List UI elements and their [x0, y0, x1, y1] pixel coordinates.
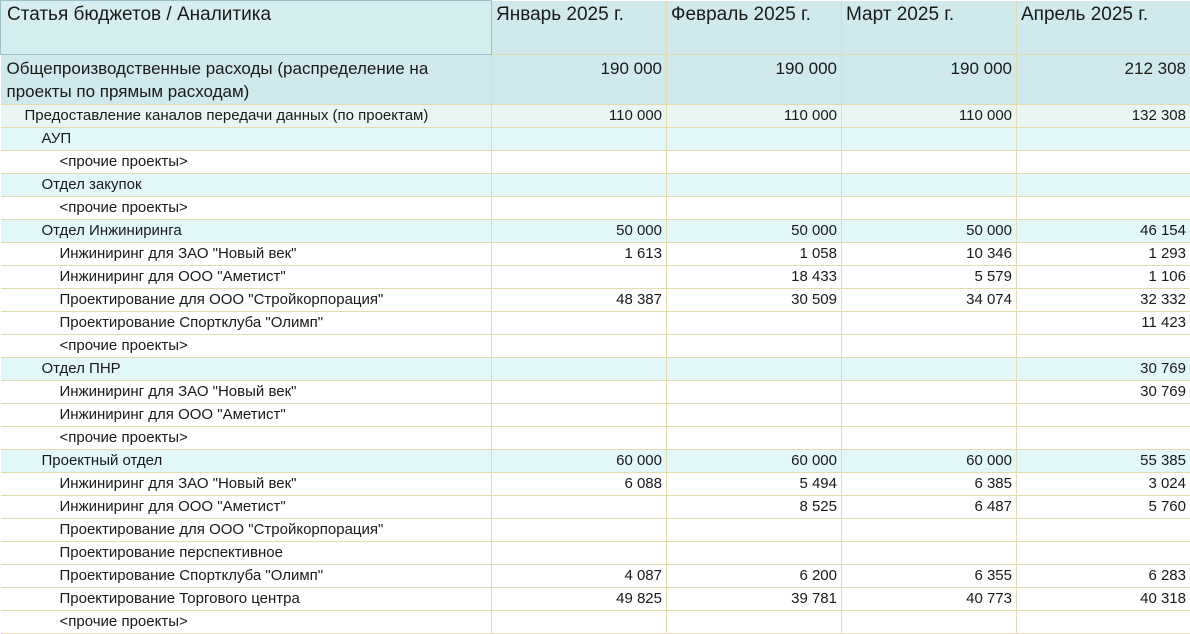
value-cell[interactable]: 6 355	[842, 565, 1017, 588]
value-cell[interactable]: 50 000	[842, 220, 1017, 243]
value-cell[interactable]	[667, 151, 842, 174]
value-cell[interactable]: 6 088	[492, 473, 667, 496]
value-cell[interactable]	[1017, 519, 1190, 542]
value-cell[interactable]	[667, 611, 842, 634]
value-cell[interactable]: 49 825	[492, 588, 667, 611]
table-row[interactable]	[1, 335, 1190, 358]
table-row[interactable]	[1, 174, 1190, 197]
table-row[interactable]	[1, 611, 1190, 634]
value-cell[interactable]: 190 000	[667, 55, 842, 105]
row-name-cell[interactable]: Предоставление каналов передачи данных (по проектам)	[1, 105, 492, 128]
value-cell[interactable]	[1017, 404, 1190, 427]
row-name-cell[interactable]: Инжиниринг для ООО "Аметист"	[1, 266, 492, 289]
value-cell[interactable]	[492, 542, 667, 565]
value-cell[interactable]: 60 000	[492, 450, 667, 473]
table-row[interactable]	[1, 565, 1190, 588]
row-name-cell[interactable]: Отдел ПНР	[1, 358, 492, 381]
value-cell[interactable]: 18 433	[667, 266, 842, 289]
value-cell[interactable]: 30 769	[1017, 381, 1190, 404]
value-cell[interactable]	[842, 519, 1017, 542]
value-cell[interactable]: 50 000	[667, 220, 842, 243]
row-name-cell[interactable]: <прочие проекты>	[1, 197, 492, 220]
table-row[interactable]	[1, 243, 1190, 266]
value-cell[interactable]	[667, 542, 842, 565]
table-row[interactable]	[1, 404, 1190, 427]
value-cell[interactable]	[1017, 611, 1190, 634]
value-cell[interactable]: 50 000	[492, 220, 667, 243]
value-cell[interactable]	[842, 358, 1017, 381]
table-row[interactable]	[1, 542, 1190, 565]
value-cell[interactable]	[492, 128, 667, 151]
row-name-cell[interactable]: <прочие проекты>	[1, 335, 492, 358]
value-cell[interactable]	[1017, 427, 1190, 450]
value-cell[interactable]	[667, 174, 842, 197]
table-row[interactable]	[1, 358, 1190, 381]
value-cell[interactable]	[1017, 151, 1190, 174]
value-cell[interactable]	[667, 381, 842, 404]
value-cell[interactable]: 1 613	[492, 243, 667, 266]
table-row[interactable]	[1, 55, 1190, 105]
row-name-cell[interactable]: Отдел закупок	[1, 174, 492, 197]
value-cell[interactable]: 110 000	[842, 105, 1017, 128]
value-cell[interactable]	[667, 335, 842, 358]
value-cell[interactable]	[492, 266, 667, 289]
value-cell[interactable]: 40 318	[1017, 588, 1190, 611]
value-cell[interactable]: 40 773	[842, 588, 1017, 611]
value-cell[interactable]	[492, 427, 667, 450]
value-cell[interactable]	[667, 358, 842, 381]
table-row[interactable]	[1, 220, 1190, 243]
value-cell[interactable]	[1017, 174, 1190, 197]
value-cell[interactable]	[1017, 335, 1190, 358]
value-cell[interactable]	[667, 404, 842, 427]
value-cell[interactable]	[492, 335, 667, 358]
value-cell[interactable]: 132 308	[1017, 105, 1190, 128]
value-cell[interactable]	[1017, 542, 1190, 565]
value-cell[interactable]: 46 154	[1017, 220, 1190, 243]
row-name-cell[interactable]: Проектный отдел	[1, 450, 492, 473]
header-row	[1, 1, 1190, 55]
value-cell[interactable]	[492, 381, 667, 404]
value-cell[interactable]: 55 385	[1017, 450, 1190, 473]
value-cell[interactable]	[492, 519, 667, 542]
value-cell[interactable]	[667, 312, 842, 335]
row-name-cell[interactable]: Проектирование Спортклуба "Олимп"	[1, 565, 492, 588]
table-row[interactable]	[1, 151, 1190, 174]
value-cell[interactable]	[1017, 128, 1190, 151]
value-cell[interactable]: 30 769	[1017, 358, 1190, 381]
row-name-cell[interactable]: Инжиниринг для ООО "Аметист"	[1, 404, 492, 427]
row-name-cell[interactable]: <прочие проекты>	[1, 611, 492, 634]
value-cell[interactable]: 3 024	[1017, 473, 1190, 496]
value-cell[interactable]: 5 760	[1017, 496, 1190, 519]
row-name-cell[interactable]: Проектирование перспективное	[1, 542, 492, 565]
value-cell[interactable]: 110 000	[492, 105, 667, 128]
row-name-cell[interactable]: Инжиниринг для ООО "Аметист"	[1, 496, 492, 519]
value-cell[interactable]	[492, 496, 667, 519]
value-cell[interactable]	[492, 151, 667, 174]
value-cell[interactable]: 60 000	[667, 450, 842, 473]
row-name-cell[interactable]: <прочие проекты>	[1, 427, 492, 450]
value-cell[interactable]: 5 579	[842, 266, 1017, 289]
row-name-cell[interactable]: Инжиниринг для ЗАО "Новый век"	[1, 473, 492, 496]
value-cell[interactable]: 6 200	[667, 565, 842, 588]
value-cell[interactable]	[842, 335, 1017, 358]
table-row[interactable]	[1, 427, 1190, 450]
value-cell[interactable]	[667, 128, 842, 151]
value-cell[interactable]: 6 487	[842, 496, 1017, 519]
value-cell[interactable]	[842, 611, 1017, 634]
value-cell[interactable]: 5 494	[667, 473, 842, 496]
value-cell[interactable]: 32 332	[1017, 289, 1190, 312]
row-name-cell[interactable]: <прочие проекты>	[1, 151, 492, 174]
value-cell[interactable]: 48 387	[492, 289, 667, 312]
value-cell[interactable]: 212 308	[1017, 55, 1190, 105]
column-header-april[interactable]: Апрель 2025 г.	[1017, 1, 1190, 55]
value-cell[interactable]: 6 283	[1017, 565, 1190, 588]
row-name-cell[interactable]: Общепроизводственные расходы (распределение на проекты по прямым расходам)	[1, 55, 492, 105]
value-cell[interactable]	[842, 381, 1017, 404]
value-cell[interactable]	[842, 427, 1017, 450]
value-cell[interactable]	[842, 174, 1017, 197]
value-cell[interactable]: 60 000	[842, 450, 1017, 473]
value-cell[interactable]	[842, 151, 1017, 174]
value-cell[interactable]: 8 525	[667, 496, 842, 519]
value-cell[interactable]	[492, 312, 667, 335]
column-header-item[interactable]: Статья бюджетов / Аналитика	[1, 1, 492, 55]
table-row[interactable]	[1, 519, 1190, 542]
value-cell[interactable]	[492, 358, 667, 381]
value-cell[interactable]	[1017, 197, 1190, 220]
value-cell[interactable]	[842, 197, 1017, 220]
value-cell[interactable]: 1 106	[1017, 266, 1190, 289]
value-cell[interactable]: 34 074	[842, 289, 1017, 312]
row-name-cell[interactable]: Инжиниринг для ЗАО "Новый век"	[1, 381, 492, 404]
table-row[interactable]	[1, 289, 1190, 312]
value-cell[interactable]: 1 293	[1017, 243, 1190, 266]
value-cell[interactable]: 190 000	[842, 55, 1017, 105]
value-cell[interactable]	[492, 197, 667, 220]
value-cell[interactable]	[667, 197, 842, 220]
table-row[interactable]	[1, 312, 1190, 335]
value-cell[interactable]	[492, 174, 667, 197]
table-row[interactable]	[1, 381, 1190, 404]
table-row[interactable]	[1, 128, 1190, 151]
row-name-cell[interactable]: Инжиниринг для ЗАО "Новый век"	[1, 243, 492, 266]
value-cell[interactable]: 39 781	[667, 588, 842, 611]
table-row[interactable]	[1, 197, 1190, 220]
value-cell[interactable]: 11 423	[1017, 312, 1190, 335]
table-row[interactable]	[1, 105, 1190, 128]
value-cell[interactable]	[842, 542, 1017, 565]
row-name-cell[interactable]: АУП	[1, 128, 492, 151]
row-name-cell[interactable]: Отдел Инжиниринга	[1, 220, 492, 243]
column-header-march[interactable]: Март 2025 г.	[842, 1, 1017, 55]
row-name-cell[interactable]: Проектирование Спортклуба "Олимп"	[1, 312, 492, 335]
table-row[interactable]	[1, 450, 1190, 473]
table-row[interactable]	[1, 473, 1190, 496]
column-header-february[interactable]: Февраль 2025 г.	[667, 1, 842, 55]
value-cell[interactable]	[667, 519, 842, 542]
value-cell[interactable]	[492, 611, 667, 634]
row-name-cell[interactable]: Проектирование Торгового центра	[1, 588, 492, 611]
value-cell[interactable]: 110 000	[667, 105, 842, 128]
value-cell[interactable]	[667, 427, 842, 450]
value-cell[interactable]: 10 346	[842, 243, 1017, 266]
table-row[interactable]	[1, 266, 1190, 289]
table-row[interactable]	[1, 588, 1190, 611]
value-cell[interactable]: 190 000	[492, 55, 667, 105]
value-cell[interactable]: 4 087	[492, 565, 667, 588]
value-cell[interactable]	[842, 404, 1017, 427]
value-cell[interactable]	[842, 312, 1017, 335]
value-cell[interactable]: 1 058	[667, 243, 842, 266]
column-header-january[interactable]: Январь 2025 г.	[492, 1, 667, 55]
row-name-cell[interactable]: Проектирование для ООО "Стройкорпорация"	[1, 289, 492, 312]
value-cell[interactable]: 30 509	[667, 289, 842, 312]
value-cell[interactable]	[492, 404, 667, 427]
value-cell[interactable]: 6 385	[842, 473, 1017, 496]
row-name-cell[interactable]: Проектирование для ООО "Стройкорпорация"	[1, 519, 492, 542]
table-row[interactable]	[1, 496, 1190, 519]
value-cell[interactable]	[842, 128, 1017, 151]
